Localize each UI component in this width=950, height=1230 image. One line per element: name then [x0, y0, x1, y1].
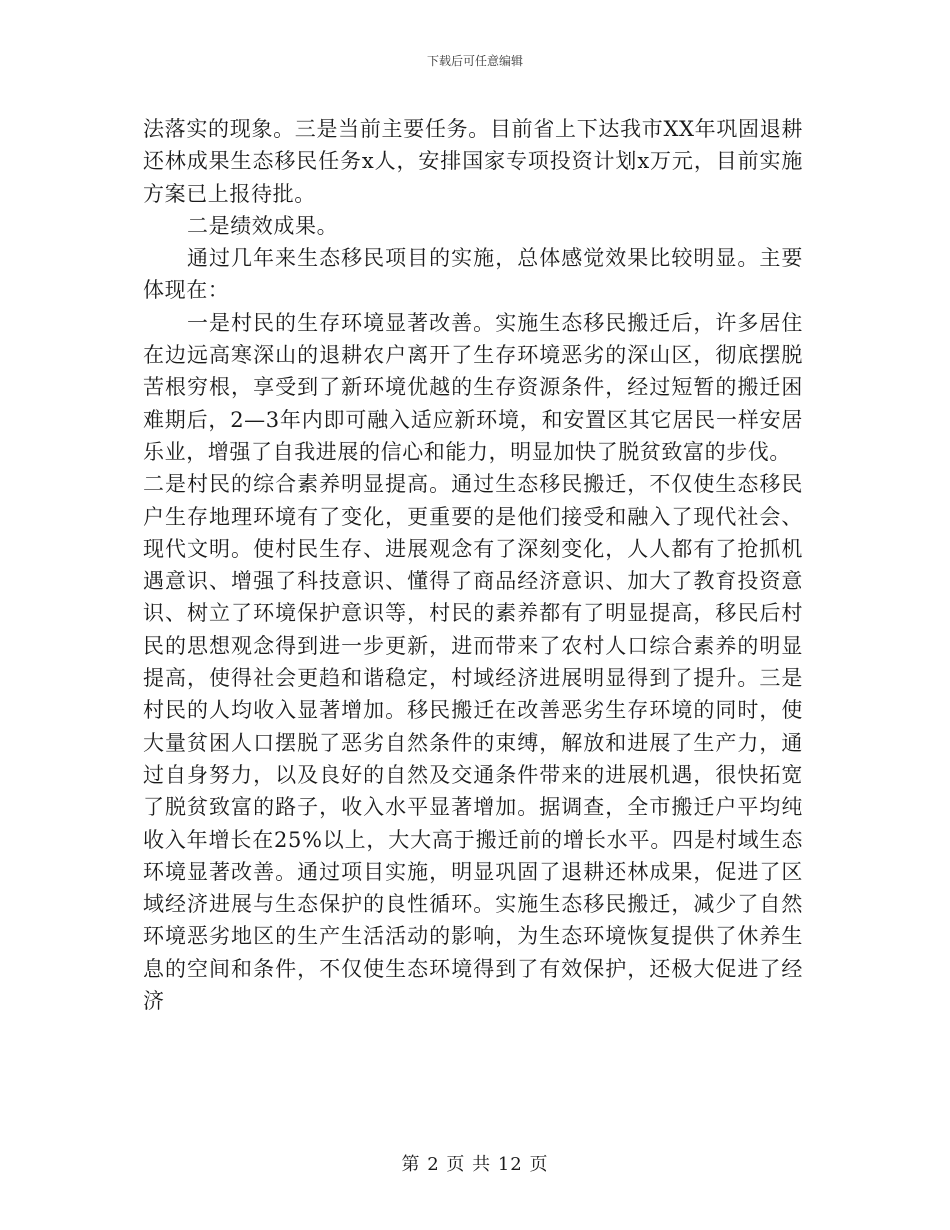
paragraph-5: 二是村民的综合素养明显提高。通过生态移民搬迁，不仅使生态移民户生存地理环境有了变化，更重要的是他们接受和融入了现代社会、现代文明。使村民生存、进展观念有了深刻变化，人人都有了抢抓机遇意识、增强了科技意识、懂得了商品经济意识、加大了教育投资意识、树立了环境保护意识等，村民的素养都有了明显提高，移民后村民的思想观念得到进一步更新，进而带来了农村人口综合素养的明显提高，使得社会更趋和谐稳定，村域经济进展明显得到了提升。三是村民的人均收入显著增加。移民搬迁在改善恶劣生存环境的同时，使大量贫困人口摆脱了恶劣自然条件的束缚，解放和进展了生产力，通过自身努力，以及良好的自然及交通条件带来的进展机遇，很快拓宽了脱贫致富的路子，收入水平显著增加。据调查，全市搬迁户平均纯收入年增长在25%以上，大大高于搬迁前的增长水平。四是村域生态环境显著改善。通过项目实施，明显巩固了退耕还林成果，促进了区域经济进展与生态保护的良性循环。实施生态移民搬迁，减少了自然环境恶劣地区的生产生活活动的影响，为生态环境恢复提供了休养生息的空间和条件，不仅使生态环境得到了有效保护，还极大促进了经济	[143, 472, 803, 1014]
page-header: 下载后可任意编辑	[426, 54, 523, 68]
document-body	[143, 113, 803, 1017]
paragraph-2: 二是绩效成果。	[187, 213, 339, 238]
paragraph-1: 法落实的现象。三是当前主要任务。目前省上下达我市XX年巩固退耕还林成果生态移民任务x人，安排国家专项投资计划x万元，目前实施方案已上报待批。	[143, 117, 803, 206]
page-number-footer: 第 2 页 共 12 页	[401, 1154, 549, 1175]
paragraph-4: 一是村民的生存环境显著改善。实施生态移民搬迁后，许多居住在边远高寒深山的退耕农户离开了生存环境恶劣的深山区，彻底摆脱苦根穷根，享受到了新环境优越的生存资源条件，经过短暂的搬迁困难期后，2—3年内即可融入适应新环境，和安置区其它居民一样安居乐业，增强了自我进展的信心和能力，明显加快了脱贫致富的步伐。	[143, 310, 803, 464]
paragraph-3: 通过几年来生态移民项目的实施，总体感觉效果比较明显。主要体现在：	[143, 246, 803, 303]
